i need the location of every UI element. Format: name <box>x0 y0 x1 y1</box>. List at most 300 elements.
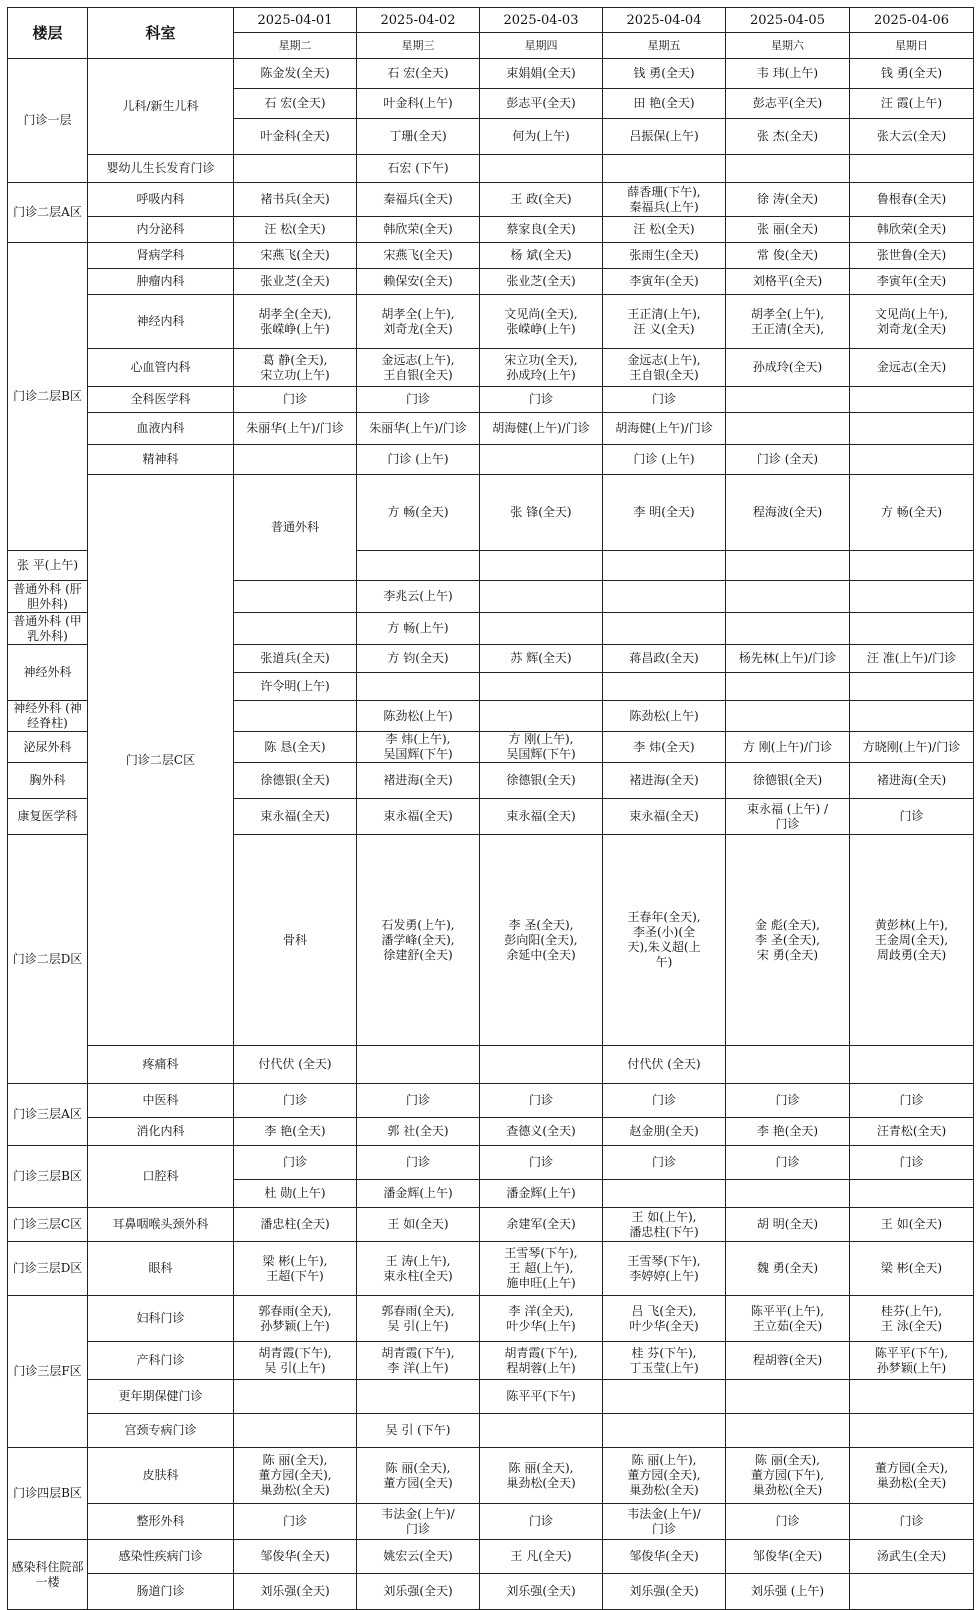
schedule-cell <box>850 155 974 183</box>
schedule-cell: 门诊 <box>603 1084 726 1118</box>
schedule-cell: 方 畅(全天) <box>850 475 974 551</box>
table-row <box>8 475 974 551</box>
schedule-cell: 王正清(上午), 汪 义(全天) <box>603 295 726 349</box>
floor-cell: 门诊三层D区 <box>8 1242 88 1296</box>
floor-cell: 门诊三层A区 <box>8 1084 88 1146</box>
schedule-cell: 韦法金(上午)/ 门诊 <box>603 1504 726 1540</box>
weekday-header-4: 星期五 <box>603 33 726 59</box>
table-row <box>8 59 974 89</box>
schedule-cell: 束娟娟(全天) <box>480 59 603 89</box>
schedule-cell: 门诊 <box>357 1084 480 1118</box>
schedule-cell: 陈 丽(全天), 董方园(全天), 巢劲松(全天) <box>234 1448 357 1504</box>
department-cell: 普通外科 (甲乳外科) <box>8 613 88 645</box>
schedule-cell: 张 丽(全天) <box>726 217 850 243</box>
schedule-cell: 程胡蓉(全天) <box>726 1342 850 1380</box>
date-header-1: 2025-04-01 <box>234 8 357 33</box>
schedule-cell: 门诊 (上午) <box>357 445 480 475</box>
schedule-cell: 张 锋(全天) <box>480 475 603 551</box>
schedule-cell: 金远志(全天) <box>850 349 974 387</box>
schedule-cell: 吕振保(上午) <box>603 119 726 155</box>
department-cell: 更年期保健门诊 <box>88 1380 234 1414</box>
date-header-6: 2025-04-06 <box>850 8 974 33</box>
schedule-cell: 刘乐强 (上午) <box>726 1574 850 1610</box>
schedule-body <box>8 59 974 1610</box>
department-cell: 普通外科 (肝胆外科) <box>8 581 88 613</box>
schedule-cell: 徐德银(全天) <box>480 763 603 799</box>
schedule-cell: 徐德银(全天) <box>234 763 357 799</box>
schedule-cell <box>726 1180 850 1208</box>
schedule-cell: 李寅年(全天) <box>850 269 974 295</box>
floor-cell: 门诊三层B区 <box>8 1146 88 1208</box>
schedule-cell: 魏 勇(全天) <box>726 1242 850 1296</box>
schedule-cell: 田 艳(全天) <box>603 89 726 119</box>
schedule-cell: 门诊 <box>850 1504 974 1540</box>
date-header-3: 2025-04-03 <box>480 8 603 33</box>
schedule-cell: 李 明(全天) <box>603 475 726 551</box>
schedule-cell: 束永福(全天) <box>357 799 480 835</box>
schedule-cell: 秦福兵(全天) <box>357 183 480 217</box>
schedule-cell: 叶金科(上午) <box>357 89 480 119</box>
schedule-cell: 门诊 <box>234 1504 357 1540</box>
weekday-header-1: 星期二 <box>234 33 357 59</box>
department-cell: 肠道门诊 <box>88 1574 234 1610</box>
schedule-cell: 彭志平(全天) <box>726 89 850 119</box>
department-cell: 泌尿外科 <box>8 732 88 763</box>
schedule-cell: 陈 丽(全天), 巢劲松(全天) <box>480 1448 603 1504</box>
schedule-cell: 王雪琴(下午), 李婷婷(上午) <box>603 1242 726 1296</box>
schedule-cell: 门诊 <box>357 387 480 413</box>
floor-cell: 感染科住院部 一楼 <box>8 1540 88 1610</box>
schedule-cell: 门诊 <box>234 1084 357 1118</box>
schedule-cell: 门诊 <box>480 387 603 413</box>
schedule-cell: 褚进海(全天) <box>850 763 974 799</box>
schedule-cell: 郭 社(全天) <box>357 1118 480 1146</box>
schedule-cell: 丁珊(全天) <box>357 119 480 155</box>
schedule-cell: 桂 芬(下午), 丁玉莹(上午) <box>603 1342 726 1380</box>
table-row <box>8 1146 974 1180</box>
schedule-cell: 石宏 (下午) <box>357 155 480 183</box>
schedule-cell <box>480 155 603 183</box>
schedule-cell: 方 畅(上午) <box>357 613 480 645</box>
schedule-cell: 陈 丽(全天), 董方园(下午), 巢劲松(全天) <box>726 1448 850 1504</box>
table-row <box>8 1448 974 1504</box>
department-cell: 神经外科 (神经脊柱) <box>8 701 88 732</box>
schedule-cell: 陈 恳(全天) <box>234 732 357 763</box>
floor-cell: 门诊四层B区 <box>8 1448 88 1540</box>
department-cell: 儿科/新生儿科 <box>88 59 234 155</box>
floor-cell: 门诊二层C区 <box>88 475 234 1046</box>
table-row <box>8 413 974 445</box>
schedule-cell: 程海波(全天) <box>726 475 850 551</box>
schedule-cell <box>480 1414 603 1448</box>
department-cell: 宫颈专病门诊 <box>88 1414 234 1448</box>
schedule-cell: 赖保安(全天) <box>357 269 480 295</box>
schedule-cell: 吴 引 (下午) <box>357 1414 480 1448</box>
schedule-cell: 门诊 <box>603 387 726 413</box>
table-row <box>8 1118 974 1146</box>
schedule-cell: 胡孝全(上午), 王正清(全天), <box>726 295 850 349</box>
schedule-cell: 门诊 <box>480 1084 603 1118</box>
table-row <box>8 217 974 243</box>
schedule-cell: 朱丽华(上午)/门诊 <box>357 413 480 445</box>
schedule-cell: 刘乐强(全天) <box>234 1574 357 1610</box>
schedule-cell <box>480 551 603 581</box>
department-cell: 呼吸内科 <box>88 183 234 217</box>
schedule-cell: 陈平平(上午), 王立茹(全天) <box>726 1296 850 1342</box>
schedule-cell: 刘乐强(全天) <box>480 1574 603 1610</box>
schedule-cell <box>480 701 603 732</box>
schedule-cell: 石 宏(全天) <box>234 89 357 119</box>
schedule-cell: 金远志(上午), 王自银(全天) <box>357 349 480 387</box>
table-row <box>8 349 974 387</box>
schedule-cell <box>726 1414 850 1448</box>
floor-cell: 门诊三层F区 <box>8 1296 88 1448</box>
schedule-cell: 姚宏云(全天) <box>357 1540 480 1574</box>
table-row <box>8 1242 974 1296</box>
schedule-cell: 文见尚(上午), 刘奇龙(全天) <box>850 295 974 349</box>
schedule-cell: 门诊 <box>726 1504 850 1540</box>
schedule-cell <box>726 551 850 581</box>
department-cell: 全科医学科 <box>88 387 234 413</box>
schedule-cell: 韦 玮(上午) <box>726 59 850 89</box>
table-row <box>8 1296 974 1342</box>
schedule-cell: 苏 辉(全天) <box>480 645 603 673</box>
schedule-cell: 徐 涛(全天) <box>726 183 850 217</box>
schedule-cell: 李 圣(全天), 彭向阳(全天), 余延中(全天) <box>480 835 603 1046</box>
schedule-cell: 汪 松(全天) <box>234 217 357 243</box>
schedule-cell <box>357 1380 480 1414</box>
schedule-cell <box>850 1380 974 1414</box>
schedule-cell: 张道兵(全天) <box>234 645 357 673</box>
schedule-cell: 韩欣荣(全天) <box>357 217 480 243</box>
schedule-cell: 金远志(上午), 王自银(全天) <box>603 349 726 387</box>
schedule-cell: 门诊 <box>850 1146 974 1180</box>
department-cell: 胸外科 <box>8 763 88 799</box>
floor-cell: 门诊二层A区 <box>8 183 88 243</box>
schedule-cell <box>357 673 480 701</box>
schedule-cell: 汪 霞(上午) <box>850 89 974 119</box>
schedule-cell: 门诊 <box>603 1146 726 1180</box>
schedule-cell: 方 畅(全天) <box>357 475 480 551</box>
department-cell: 骨科 <box>234 835 357 1046</box>
department-cell: 疼痛科 <box>88 1046 234 1084</box>
schedule-cell: 胡青霞(下午), 李 洋(上午) <box>357 1342 480 1380</box>
schedule-cell: 徐德银(全天) <box>726 763 850 799</box>
schedule-cell: 文见尚(全天), 张嵘峥(上午) <box>480 295 603 349</box>
schedule-cell <box>603 1180 726 1208</box>
schedule-table <box>7 7 974 1610</box>
schedule-cell: 蔡家良(全天) <box>480 217 603 243</box>
schedule-cell: 门诊 <box>357 1146 480 1180</box>
schedule-cell: 陈 丽(上午), 董方园(全天), 巢劲松(全天) <box>603 1448 726 1504</box>
schedule-cell <box>850 581 974 613</box>
schedule-cell: 王 政(全天) <box>480 183 603 217</box>
department-cell: 产科门诊 <box>88 1342 234 1380</box>
department-cell: 心血管内科 <box>88 349 234 387</box>
schedule-cell <box>357 1046 480 1084</box>
weekday-header-2: 星期三 <box>357 33 480 59</box>
schedule-cell <box>726 413 850 445</box>
schedule-cell: 蒋昌政(全天) <box>603 645 726 673</box>
schedule-cell: 李 洋(全天), 叶少华(上午) <box>480 1296 603 1342</box>
schedule-cell: 胡海健(上午)/门诊 <box>603 413 726 445</box>
schedule-cell: 束永福(全天) <box>480 799 603 835</box>
schedule-cell <box>726 613 850 645</box>
header-date-row <box>8 8 974 33</box>
schedule-cell <box>234 1414 357 1448</box>
schedule-cell <box>603 551 726 581</box>
schedule-cell: 汪 松(全天) <box>603 217 726 243</box>
schedule-cell: 常 俊(全天) <box>726 243 850 269</box>
date-header-2: 2025-04-02 <box>357 8 480 33</box>
schedule-cell: 王 涛(上午), 束永柱(全天) <box>357 1242 480 1296</box>
schedule-cell <box>726 701 850 732</box>
schedule-cell: 石 宏(全天) <box>357 59 480 89</box>
department-cell: 口腔科 <box>88 1146 234 1208</box>
weekday-header-5: 星期六 <box>726 33 850 59</box>
schedule-cell: 李 艳(全天) <box>726 1118 850 1146</box>
schedule-cell: 金 彪(全天), 李 圣(全天), 宋 勇(全天) <box>726 835 850 1046</box>
schedule-cell: 陈劲松(上午) <box>603 701 726 732</box>
schedule-cell <box>234 1380 357 1414</box>
weekday-header-6: 星期日 <box>850 33 974 59</box>
schedule-cell: 褚进海(全天) <box>603 763 726 799</box>
date-header-5: 2025-04-05 <box>726 8 850 33</box>
schedule-cell <box>726 155 850 183</box>
department-cell: 皮肤科 <box>88 1448 234 1504</box>
table-row <box>8 1084 974 1118</box>
schedule-cell: 束永福 (上午) / 门诊 <box>726 799 850 835</box>
schedule-cell: 潘金辉(上午) <box>480 1180 603 1208</box>
schedule-cell <box>234 581 357 613</box>
schedule-cell <box>726 1046 850 1084</box>
table-row <box>8 155 974 183</box>
schedule-cell <box>234 445 357 475</box>
schedule-cell: 杨先林(上午)/门诊 <box>726 645 850 673</box>
schedule-cell: 何为(上午) <box>480 119 603 155</box>
schedule-cell <box>850 1046 974 1084</box>
schedule-cell <box>850 413 974 445</box>
department-cell: 神经内科 <box>88 295 234 349</box>
schedule-cell: 胡青霞(下午), 吴 引(上午) <box>234 1342 357 1380</box>
department-cell: 精神科 <box>88 445 234 475</box>
schedule-cell: 张雨生(全天) <box>603 243 726 269</box>
schedule-cell <box>850 387 974 413</box>
schedule-cell: 胡孝全(全天), 张嵘峥(上午) <box>234 295 357 349</box>
schedule-cell: 梁 彬(上午), 王超(下午) <box>234 1242 357 1296</box>
schedule-cell: 付代伏 (全天) <box>234 1046 357 1084</box>
table-row <box>8 445 974 475</box>
schedule-cell: 汤武生(全天) <box>850 1540 974 1574</box>
schedule-cell: 陈金发(全天) <box>234 59 357 89</box>
schedule-cell: 韩欣荣(全天) <box>850 217 974 243</box>
schedule-cell: 王春年(全天), 李圣(小)(全 天),朱义超(上 午) <box>603 835 726 1046</box>
department-cell: 耳鼻咽喉头颈外科 <box>88 1208 234 1242</box>
schedule-cell <box>603 1380 726 1414</box>
schedule-cell: 邹俊华(全天) <box>234 1540 357 1574</box>
schedule-cell: 王 如(上午), 潘忠柱(下午) <box>603 1208 726 1242</box>
schedule-cell <box>850 613 974 645</box>
schedule-cell: 汪 准(上午)/门诊 <box>850 645 974 673</box>
schedule-cell: 李 艳(全天) <box>234 1118 357 1146</box>
department-cell: 康复医学科 <box>8 799 88 835</box>
schedule-cell: 宋立功(全天), 孙成玲(上午) <box>480 349 603 387</box>
schedule-cell: 刘格平(全天) <box>726 269 850 295</box>
schedule-cell <box>726 581 850 613</box>
schedule-cell <box>850 551 974 581</box>
schedule-cell: 宋燕飞(全天) <box>357 243 480 269</box>
schedule-cell: 束永福(全天) <box>234 799 357 835</box>
schedule-cell: 付代伏 (全天) <box>603 1046 726 1084</box>
department-cell: 血液内科 <box>88 413 234 445</box>
department-cell: 中医科 <box>88 1084 234 1118</box>
department-cell: 眼科 <box>88 1242 234 1296</box>
weekday-header-3: 星期四 <box>480 33 603 59</box>
schedule-cell: 门诊 <box>850 799 974 835</box>
schedule-cell: 陈 丽(全天), 董方园(全天) <box>357 1448 480 1504</box>
department-header: 科室 <box>88 8 234 59</box>
schedule-cell: 王 如(全天) <box>850 1208 974 1242</box>
schedule-cell: 钱 勇(全天) <box>603 59 726 89</box>
schedule-cell <box>603 673 726 701</box>
schedule-cell: 潘忠柱(全天) <box>234 1208 357 1242</box>
department-cell: 普通外科 <box>234 475 357 581</box>
schedule-cell: 陈平平(下午) <box>480 1380 603 1414</box>
schedule-cell: 门诊 <box>234 1146 357 1180</box>
schedule-cell: 门诊 <box>480 1146 603 1180</box>
schedule-cell <box>234 701 357 732</box>
schedule-cell: 桂芬(上午), 王 泳(全天) <box>850 1296 974 1342</box>
schedule-cell: 陈劲松(上午) <box>357 701 480 732</box>
department-cell: 感染性疾病门诊 <box>88 1540 234 1574</box>
table-row <box>8 243 974 269</box>
schedule-cell: 胡孝全(上午), 刘奇龙(全天) <box>357 295 480 349</box>
schedule-cell <box>480 445 603 475</box>
schedule-cell <box>603 155 726 183</box>
department-cell: 婴幼儿生长发育门诊 <box>88 155 234 183</box>
department-cell: 肿瘤内科 <box>88 269 234 295</box>
floor-cell: 门诊一层 <box>8 59 88 183</box>
schedule-cell: 薛香珊(下午), 秦福兵(上午) <box>603 183 726 217</box>
schedule-cell: 王雪琴(下午), 王 超(上午), 施申旺(上午) <box>480 1242 603 1296</box>
floor-cell: 门诊二层D区 <box>8 835 88 1084</box>
schedule-cell <box>480 673 603 701</box>
table-row <box>8 269 974 295</box>
schedule-cell: 杨 斌(全天) <box>480 243 603 269</box>
schedule-cell: 余建军(全天) <box>480 1208 603 1242</box>
schedule-cell <box>850 445 974 475</box>
table-row <box>8 1574 974 1610</box>
schedule-cell <box>603 1414 726 1448</box>
table-row <box>8 1414 974 1448</box>
schedule-cell: 赵金朋(全天) <box>603 1118 726 1146</box>
schedule-cell <box>850 701 974 732</box>
schedule-cell: 褚进海(全天) <box>357 763 480 799</box>
schedule-cell: 陈平平(下午), 孙梦颖(上午) <box>850 1342 974 1380</box>
schedule-cell: 胡海健(上午)/门诊 <box>480 413 603 445</box>
schedule-cell: 门诊 (上午) <box>603 445 726 475</box>
schedule-cell: 门诊 (全天) <box>726 445 850 475</box>
table-row <box>8 295 974 349</box>
table-row <box>8 1380 974 1414</box>
schedule-cell <box>726 673 850 701</box>
floor-cell: 门诊二层B区 <box>8 243 88 551</box>
schedule-cell: 查德义(全天) <box>480 1118 603 1146</box>
schedule-cell: 彭志平(全天) <box>480 89 603 119</box>
schedule-cell: 石发勇(上午), 潘学峰(全天), 徐建舒(全天) <box>357 835 480 1046</box>
schedule-cell: 门诊 <box>850 1084 974 1118</box>
floor-header: 楼层 <box>8 8 88 59</box>
table-row <box>8 387 974 413</box>
schedule-cell: 门诊 <box>234 387 357 413</box>
schedule-cell: 门诊 <box>480 1504 603 1540</box>
schedule-cell <box>850 1180 974 1208</box>
schedule-cell: 吕 飞(全天), 叶少华(全天) <box>603 1296 726 1342</box>
table-row <box>8 1504 974 1540</box>
schedule-cell: 邹俊华(全天) <box>726 1540 850 1574</box>
schedule-cell <box>850 673 974 701</box>
schedule-cell: 方晓刚(上午)/门诊 <box>850 732 974 763</box>
schedule-cell: 孙成玲(全天) <box>726 349 850 387</box>
schedule-cell <box>234 613 357 645</box>
schedule-cell: 钱 勇(全天) <box>850 59 974 89</box>
schedule-cell <box>850 1414 974 1448</box>
schedule-cell: 张业芝(全天) <box>480 269 603 295</box>
date-header-4: 2025-04-04 <box>603 8 726 33</box>
table-row <box>8 1208 974 1242</box>
schedule-cell: 杜 勋(上午) <box>234 1180 357 1208</box>
schedule-cell <box>480 1046 603 1084</box>
schedule-cell: 张世鲁(全天) <box>850 243 974 269</box>
schedule-cell <box>850 1574 974 1610</box>
schedule-cell: 郭春雨(全天), 孙梦颖(上午) <box>234 1296 357 1342</box>
schedule-cell <box>603 613 726 645</box>
schedule-cell: 梁 彬(全天) <box>850 1242 974 1296</box>
schedule-cell: 邹俊华(全天) <box>603 1540 726 1574</box>
schedule-cell <box>357 551 480 581</box>
schedule-cell: 韦法金(上午)/ 门诊 <box>357 1504 480 1540</box>
schedule-cell: 黄彭林(上午), 王金周(全天), 周歧勇(全天) <box>850 835 974 1046</box>
schedule-cell: 王 如(全天) <box>357 1208 480 1242</box>
schedule-cell: 李 炜(上午), 吴国辉(下午) <box>357 732 480 763</box>
schedule-cell: 方 钧(全天) <box>357 645 480 673</box>
schedule-cell: 胡青霞(下午), 程胡蓉(上午) <box>480 1342 603 1380</box>
schedule-cell <box>480 613 603 645</box>
schedule-cell: 张大云(全天) <box>850 119 974 155</box>
schedule-cell: 张 杰(全天) <box>726 119 850 155</box>
schedule-cell: 汪青松(全天) <box>850 1118 974 1146</box>
schedule-cell: 刘乐强(全天) <box>357 1574 480 1610</box>
schedule-cell: 褚书兵(全天) <box>234 183 357 217</box>
schedule-cell <box>726 1380 850 1414</box>
table-row <box>8 1342 974 1380</box>
schedule-cell: 叶金科(全天) <box>234 119 357 155</box>
schedule-cell: 鲁根春(全天) <box>850 183 974 217</box>
schedule-cell: 门诊 <box>726 1146 850 1180</box>
schedule-cell: 李 炜(全天) <box>603 732 726 763</box>
schedule-cell: 胡 明(全天) <box>726 1208 850 1242</box>
schedule-cell: 宋燕飞(全天) <box>234 243 357 269</box>
department-cell: 妇科门诊 <box>88 1296 234 1342</box>
schedule-cell <box>480 581 603 613</box>
schedule-cell <box>234 155 357 183</box>
schedule-cell: 郭春雨(全天), 吴 引(上午) <box>357 1296 480 1342</box>
schedule-cell: 董方园(全天), 巢劲松(全天) <box>850 1448 974 1504</box>
schedule-cell <box>603 581 726 613</box>
schedule-cell: 方 刚(上午)/门诊 <box>726 732 850 763</box>
table-row <box>8 1046 974 1084</box>
schedule-cell: 刘乐强(全天) <box>603 1574 726 1610</box>
